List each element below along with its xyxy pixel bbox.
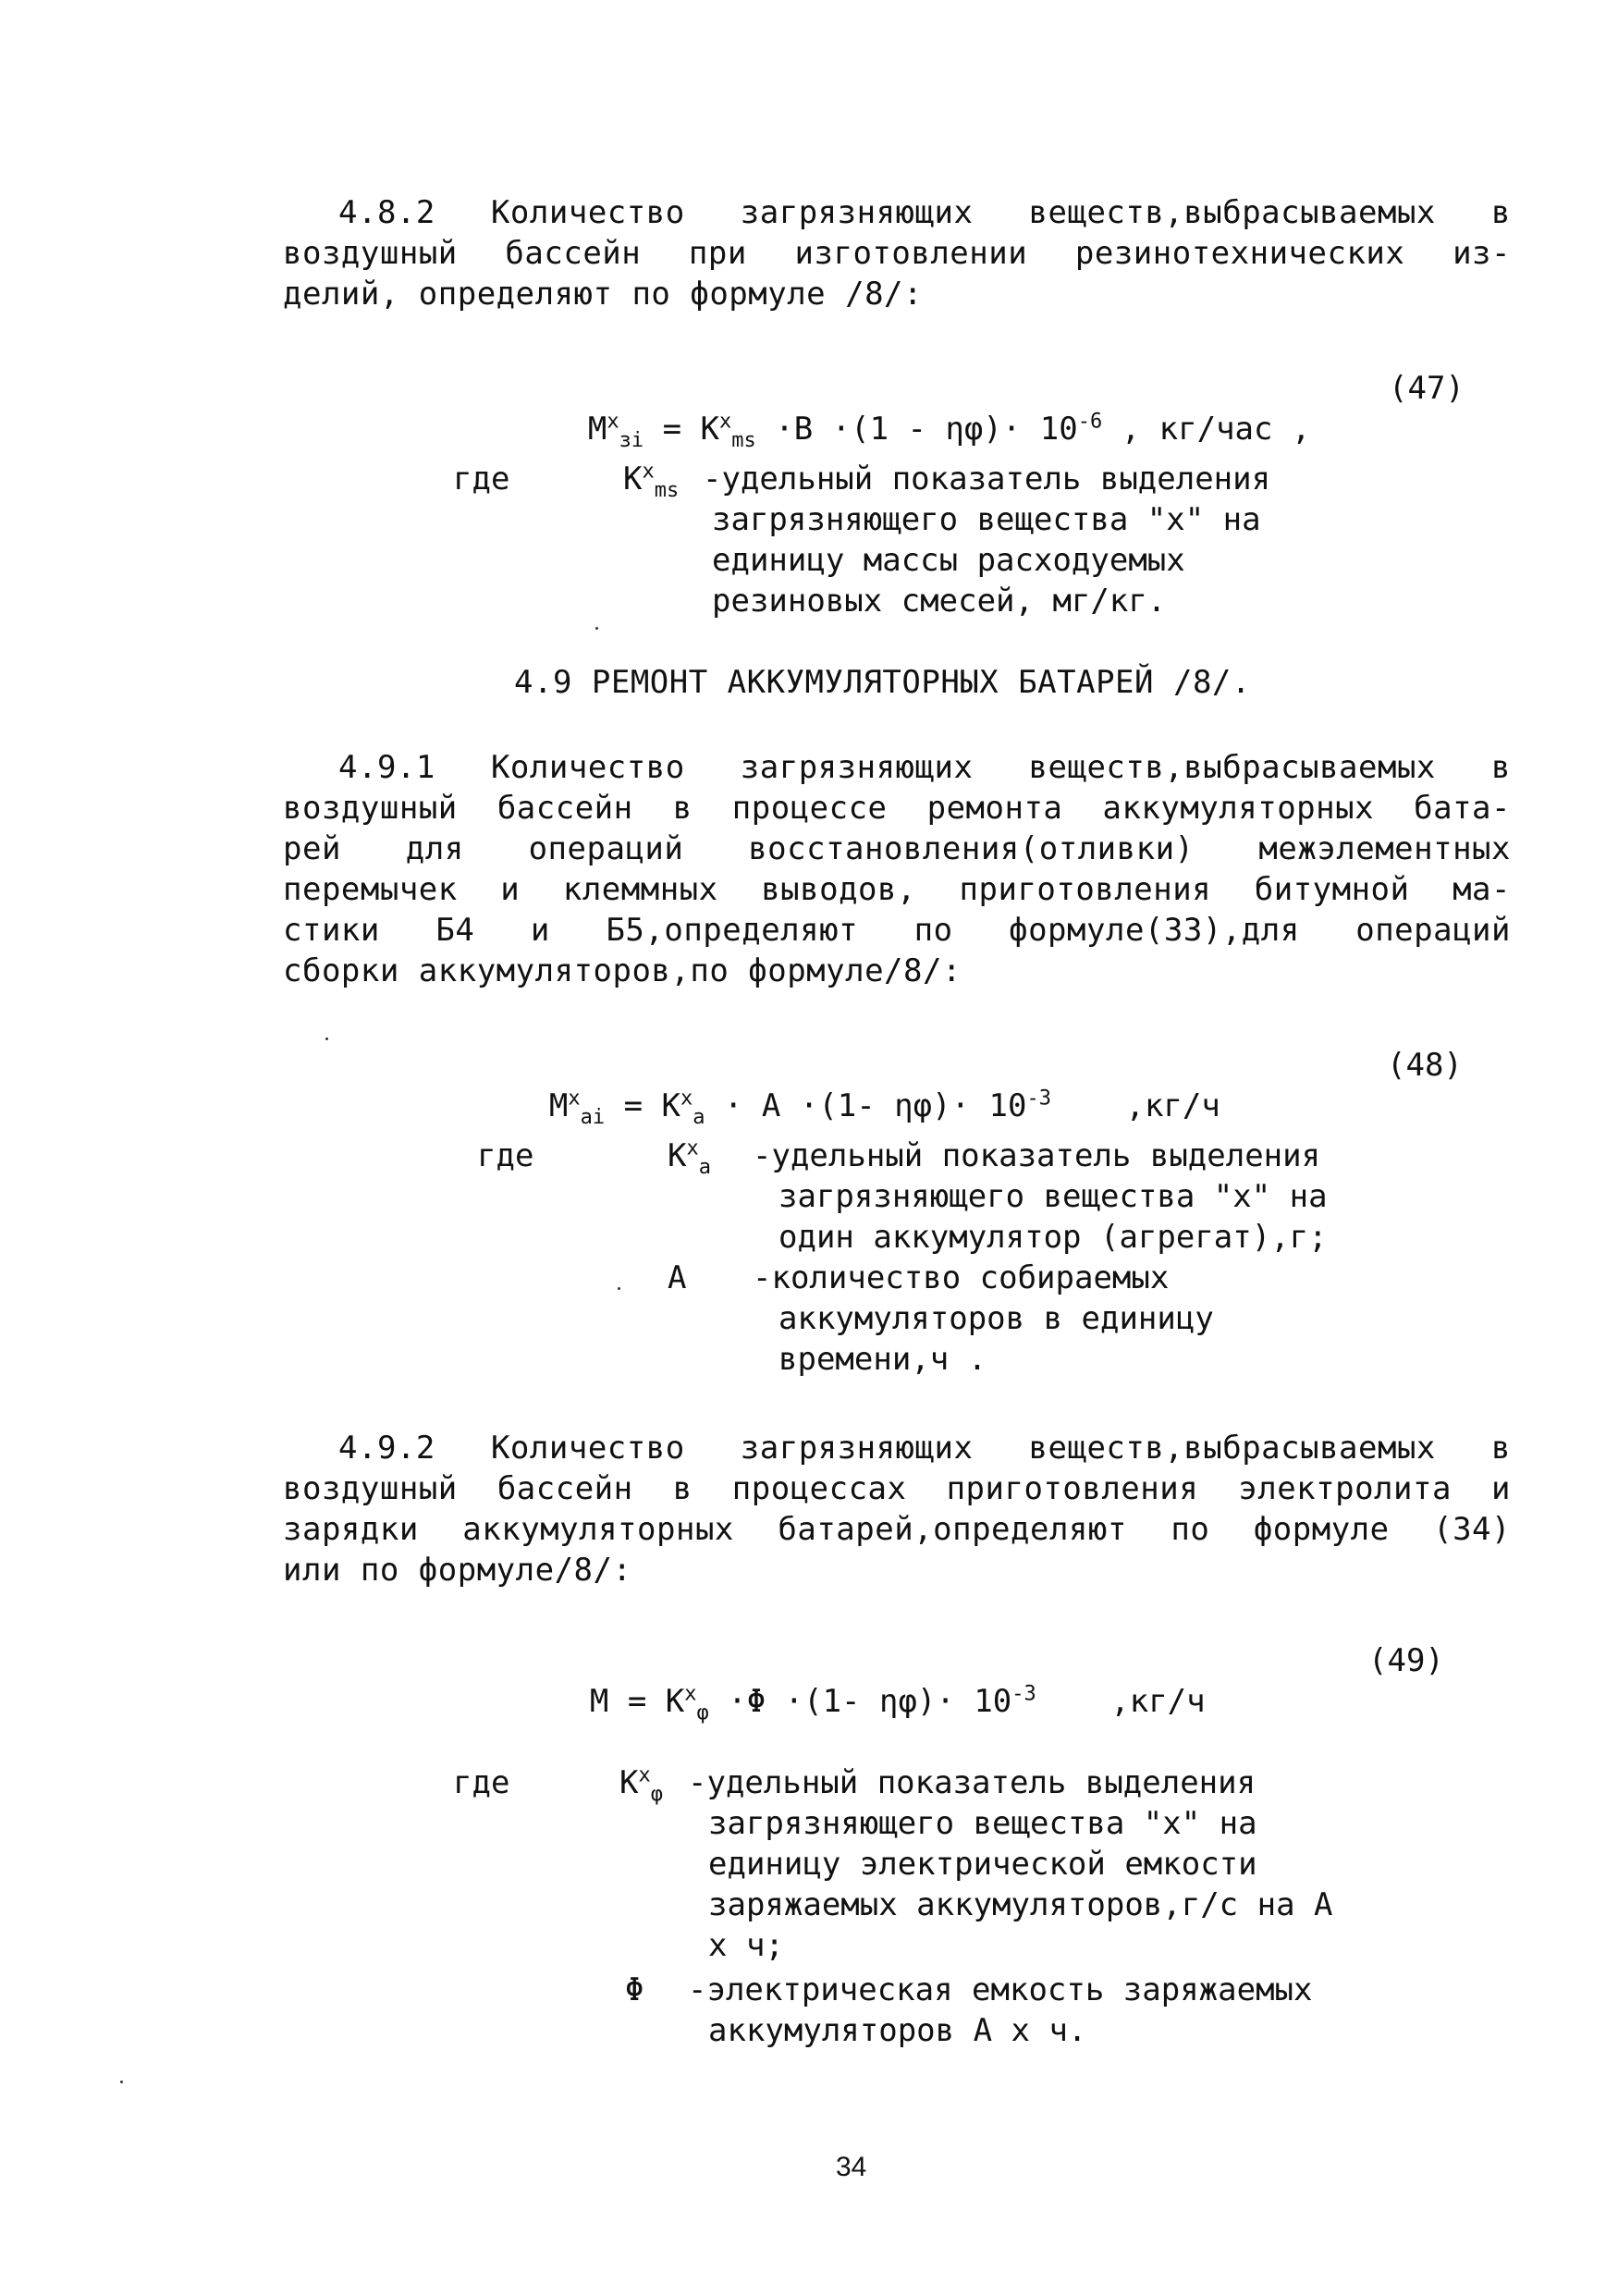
def-48-a-line-3: времени,ч . [778,1341,987,1378]
def-47-line-2: загрязняющего вещества "х" на [712,501,1261,538]
paragraph-491-line-2: воздушный бассейн в процессе ремонта аккумуляторных бата- [283,790,1511,827]
def-47-symbol: $K^x_{ms}$ [623,460,680,502]
paragraph-492-line-1: 4.9.2 Количество загрязняющих веществ,выбрасываемых в [338,1430,1511,1467]
def-49-phi-line-1: -электрическая емкость заряжаемых [688,1971,1313,2008]
scan-speck [618,1287,620,1290]
def-48-symbol-a: A [668,1259,687,1296]
formula-47-number: (47) [1389,370,1465,407]
def-49-phi-line-2: аккумуляторов А х ч. [708,2012,1087,2049]
scan-speck [325,1037,328,1040]
paragraph-482-line-2: воздушный бассейн при изготовлении резинотехнических из- [283,235,1511,272]
paragraph-491-line-1: 4.9.1 Количество загрязняющих веществ,выбрасываемых в [338,749,1511,786]
def-47-line-1: -удельный показатель выделения [703,460,1271,497]
paragraph-491-line-4: перемычек и клеммных выводов, приготовления битумной ма- [283,871,1511,908]
paragraph-482-line-1: 4.8.2 Количество загрязняющих веществ,выбрасываемых в [338,194,1511,231]
paragraph-492-line-2: воздушный бассейн в процессах приготовления электролита и [283,1470,1511,1507]
page-number: 34 [836,2152,867,2182]
def-47-line-3: единицу массы расходуемых [712,542,1185,579]
def-48-symbol-k: $K^x_a$ [668,1136,711,1179]
def-49-line-2: загрязняющего вещества "х" на [708,1805,1257,1842]
formula-47-lhs: M [587,411,607,448]
def-49-line-3: единицу электрической емкости [708,1846,1257,1883]
paragraph-491-line-3: рей для операций восстановления(отливки) межэлементных [283,830,1511,867]
def-48-line-3: один аккумулятор (агрегат),г; [778,1219,1328,1256]
def-47-line-4: резиновых смесей, мг/кг. [712,583,1167,620]
def-48-line-2: загрязняющего вещества "х" на [778,1178,1328,1215]
formula-48-number: (48) [1387,1047,1463,1084]
def-49-symbol-phi: Φ [625,1971,644,2008]
paragraph-491-line-5: стики Б4 и Б5,определяют по формуле(33),для операций [283,912,1511,949]
where-label-49: где [453,1764,510,1801]
def-48-line-1: -удельный показатель выделения [753,1137,1321,1174]
section-title-49: 4.9 РЕМОНТ АККУМУЛЯТОРНЫХ БАТАРЕЙ /8/. [514,664,1251,701]
scan-speck [595,627,598,630]
def-48-a-line-2: аккумуляторов в единицу [778,1300,1214,1337]
paragraph-482-line-3: делий, определяют по формуле /8/: [283,276,924,313]
formula-48: $M^x_{ai} = K^x_a \cdot A \cdot(1-$ $\eta\varphi)\cdot 10^{-3}$ ,кг/ч [548,1087,1220,1129]
paragraph-492-line-4: или по формуле/8/: [283,1552,632,1589]
def-49-line-5: х ч; [708,1927,784,1964]
formula-49-number: (49) [1368,1642,1444,1679]
where-label-48: где [477,1137,534,1174]
scan-speck [120,2081,123,2083]
paragraph-491-line-6: сборки аккумуляторов,по формуле/8/: [283,952,962,989]
formula-47: $M^x_{зi} = K^x_{ms} \cdot В \cdot(1 - \eta\varphi)\cdot 10^{-6}$ , кг/час , [587,410,1311,452]
formula-49: $M = K^x_\varphi \cdot\Phi \cdot(1-$ $\eta\varphi)\cdot 10^{-3}$ ,кг/ч [589,1682,1206,1725]
where-label-47: где [453,460,510,497]
def-49-line-4: заряжаемых аккумуляторов,г/с на А [708,1886,1333,1923]
def-49-symbol-k: $K^x_\varphi$ [619,1763,663,1806]
def-49-line-1: -удельный показатель выделения [688,1764,1256,1801]
def-48-a-line-1: -количество собираемых [753,1259,1170,1296]
paragraph-492-line-3: зарядки аккумуляторных батарей,определяют по формуле (34) [283,1511,1511,1548]
